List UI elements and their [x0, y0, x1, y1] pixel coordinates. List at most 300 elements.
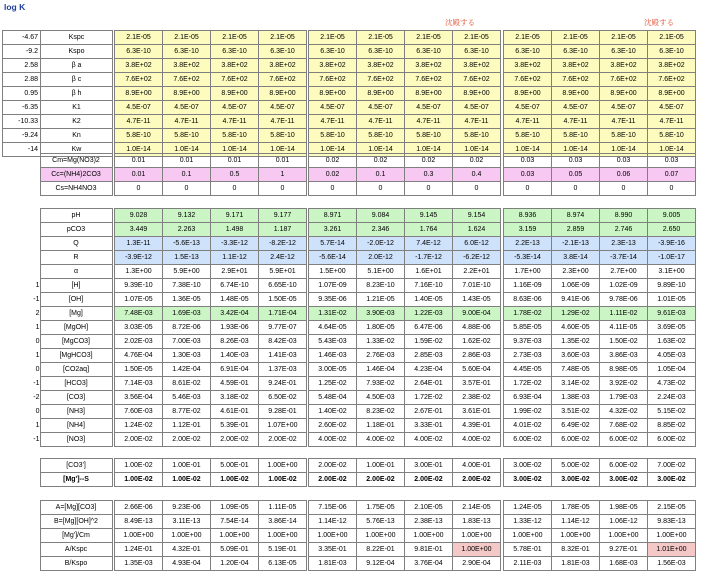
- value-cell[interactable]: 3.86E-14: [259, 515, 307, 529]
- value-cell[interactable]: 2.2E-13: [504, 237, 552, 251]
- charge-index[interactable]: 1: [35, 323, 40, 331]
- value-cell[interactable]: 8.990: [600, 209, 648, 223]
- row-label[interactable]: B=[Mg][OH]^2: [40, 515, 112, 529]
- value-cell[interactable]: -5.6E-13: [163, 237, 211, 251]
- value-cell[interactable]: 5.48E-04: [309, 391, 357, 405]
- value-cell[interactable]: -2.0E-12: [357, 237, 405, 251]
- value-cell[interactable]: 2.24E-03: [648, 391, 696, 405]
- value-cell[interactable]: 4.7E-11: [648, 115, 696, 129]
- value-cell[interactable]: 0: [648, 182, 696, 196]
- row-label[interactable]: β a: [41, 59, 113, 73]
- value-cell[interactable]: 3.92E-02: [600, 377, 648, 391]
- value-cell[interactable]: 1.25E-02: [309, 377, 357, 391]
- value-cell[interactable]: 3.51E-02: [552, 405, 600, 419]
- value-cell[interactable]: 6.74E-10: [211, 279, 259, 293]
- value-cell[interactable]: 4.7E-11: [211, 115, 259, 129]
- value-cell[interactable]: 4.5E-07: [453, 101, 501, 115]
- charge-index[interactable]: [2, 223, 40, 237]
- value-cell[interactable]: 2.00E-02: [309, 459, 357, 473]
- value-cell[interactable]: 2.00E-02: [115, 433, 163, 447]
- value-cell[interactable]: 8.98E-05: [600, 363, 648, 377]
- value-cell[interactable]: 1.40E-05: [405, 293, 453, 307]
- charge-index[interactable]: [2, 237, 40, 251]
- value-cell[interactable]: -1.0E-17: [648, 251, 696, 265]
- value-cell[interactable]: 2.14E-05: [453, 501, 501, 515]
- row-label[interactable]: [OH]: [40, 293, 112, 307]
- value-cell[interactable]: 5.9E+01: [259, 265, 307, 279]
- value-cell[interactable]: 7.6E+02: [405, 73, 453, 87]
- value-cell[interactable]: 1.14E-12: [309, 515, 357, 529]
- value-cell[interactable]: 2.00E-02: [453, 473, 501, 487]
- value-cell[interactable]: 7.93E-02: [357, 377, 405, 391]
- value-cell[interactable]: 1.69E-03: [163, 307, 211, 321]
- value-cell[interactable]: 4.5E-07: [211, 101, 259, 115]
- value-cell[interactable]: 5.8E-10: [504, 129, 552, 143]
- value-cell[interactable]: 1.00E+00: [211, 529, 259, 543]
- value-cell[interactable]: 0: [453, 182, 501, 196]
- value-cell[interactable]: 1.00E-02: [259, 473, 307, 487]
- value-cell[interactable]: 2.00E-02: [357, 473, 405, 487]
- value-cell[interactable]: 2.2E+01: [453, 265, 501, 279]
- value-cell[interactable]: 9.35E-06: [309, 293, 357, 307]
- value-cell[interactable]: 2.00E-02: [405, 473, 453, 487]
- logk-value[interactable]: -6.35: [3, 101, 41, 115]
- value-cell[interactable]: 1.14E-12: [552, 515, 600, 529]
- value-cell[interactable]: 7.14E-03: [115, 377, 163, 391]
- row-label[interactable]: A/Kspc: [40, 543, 112, 557]
- value-cell[interactable]: 1.21E-05: [357, 293, 405, 307]
- value-cell[interactable]: 2.90E-04: [453, 557, 501, 571]
- value-cell[interactable]: 1.80E-05: [357, 321, 405, 335]
- value-cell[interactable]: 2.263: [163, 223, 211, 237]
- value-cell[interactable]: 1.00E+00: [115, 529, 163, 543]
- value-cell[interactable]: 4.61E-01: [211, 405, 259, 419]
- value-cell[interactable]: 0: [309, 182, 357, 196]
- row-label[interactable]: pH: [40, 209, 112, 223]
- value-cell[interactable]: 2.1E-05: [357, 31, 405, 45]
- charge-index[interactable]: 0: [35, 365, 40, 373]
- value-cell[interactable]: 0.01: [259, 154, 307, 168]
- value-cell[interactable]: 1.00E+00: [405, 529, 453, 543]
- value-cell[interactable]: 2.650: [648, 223, 696, 237]
- value-cell[interactable]: 8.974: [552, 209, 600, 223]
- value-cell[interactable]: 5.46E-03: [163, 391, 211, 405]
- value-cell[interactable]: 1.16E-09: [504, 279, 552, 293]
- row-label[interactable]: R: [40, 251, 112, 265]
- value-cell[interactable]: 2.1E-05: [453, 31, 501, 45]
- value-cell[interactable]: 9.78E-06: [600, 293, 648, 307]
- value-cell[interactable]: 2.00E-02: [211, 433, 259, 447]
- charge-index[interactable]: -2: [33, 393, 40, 401]
- value-cell[interactable]: 3.8E+02: [211, 59, 259, 73]
- row-label[interactable]: Q: [40, 237, 112, 251]
- value-cell[interactable]: 9.41E-06: [552, 293, 600, 307]
- value-cell[interactable]: 1.63E-02: [648, 335, 696, 349]
- value-cell[interactable]: 7.38E-10: [163, 279, 211, 293]
- value-cell[interactable]: 5.8E-10: [309, 129, 357, 143]
- value-cell[interactable]: 7.6E+02: [163, 73, 211, 87]
- value-cell[interactable]: 4.5E-07: [504, 101, 552, 115]
- value-cell[interactable]: 8.85E-02: [648, 419, 696, 433]
- value-cell[interactable]: 1.00E+00: [453, 529, 501, 543]
- value-cell[interactable]: 0.1: [163, 168, 211, 182]
- value-cell[interactable]: 0: [600, 182, 648, 196]
- value-cell[interactable]: 1.00E+00: [504, 529, 552, 543]
- value-cell[interactable]: 5.00E-01: [211, 459, 259, 473]
- value-cell[interactable]: 4.00E-01: [453, 459, 501, 473]
- value-cell[interactable]: 5.39E-01: [211, 419, 259, 433]
- row-label[interactable]: [NH4]: [40, 419, 112, 433]
- value-cell[interactable]: 1.07E-05: [115, 293, 163, 307]
- value-cell[interactable]: 5.8E-10: [453, 129, 501, 143]
- charge-index[interactable]: [2, 251, 40, 265]
- value-cell[interactable]: 1.22E-03: [405, 307, 453, 321]
- value-cell[interactable]: 1.11E-02: [600, 307, 648, 321]
- value-cell[interactable]: 2.76E-03: [357, 349, 405, 363]
- value-cell[interactable]: 4.93E-04: [163, 557, 211, 571]
- value-cell[interactable]: 7.15E-06: [309, 501, 357, 515]
- value-cell[interactable]: 1.02E-09: [600, 279, 648, 293]
- row-label[interactable]: [Mg']--S: [40, 473, 112, 487]
- value-cell[interactable]: 4.23E-04: [405, 363, 453, 377]
- value-cell[interactable]: 0.06: [600, 168, 648, 182]
- value-cell[interactable]: 8.9E+00: [309, 87, 357, 101]
- value-cell[interactable]: 8.23E-02: [357, 405, 405, 419]
- row-label[interactable]: Kspc: [41, 31, 113, 45]
- value-cell[interactable]: 0: [405, 182, 453, 196]
- value-cell[interactable]: 6.00E-02: [648, 433, 696, 447]
- value-cell[interactable]: -1.7E-12: [405, 251, 453, 265]
- value-cell[interactable]: 3.00E-02: [504, 459, 552, 473]
- row-label[interactable]: B/Kspo: [40, 557, 112, 571]
- value-cell[interactable]: 8.936: [504, 209, 552, 223]
- charge-index[interactable]: 0: [35, 407, 40, 415]
- value-cell[interactable]: 9.37E-03: [504, 335, 552, 349]
- value-cell[interactable]: 4.5E-07: [309, 101, 357, 115]
- value-cell[interactable]: 1.00E+00: [648, 529, 696, 543]
- value-cell[interactable]: 1.7E+00: [504, 265, 552, 279]
- value-cell[interactable]: 6.3E-10: [115, 45, 163, 59]
- value-cell[interactable]: 1.81E-03: [552, 557, 600, 571]
- value-cell[interactable]: 4.50E-03: [357, 391, 405, 405]
- value-cell[interactable]: 1.68E-03: [600, 557, 648, 571]
- value-cell[interactable]: 8.9E+00: [163, 87, 211, 101]
- value-cell[interactable]: 9.005: [648, 209, 696, 223]
- value-cell[interactable]: 1.24E-05: [504, 501, 552, 515]
- logk-value[interactable]: -9.2: [3, 45, 41, 59]
- value-cell[interactable]: 2.38E-02: [453, 391, 501, 405]
- value-cell[interactable]: 7.6E+02: [648, 73, 696, 87]
- value-cell[interactable]: 1.35E-02: [552, 335, 600, 349]
- value-cell[interactable]: 1.43E-05: [453, 293, 501, 307]
- value-cell[interactable]: 9.27E-01: [600, 543, 648, 557]
- value-cell[interactable]: 8.9E+00: [552, 87, 600, 101]
- value-cell[interactable]: 0.01: [115, 168, 163, 182]
- value-cell[interactable]: 1.00E-01: [357, 459, 405, 473]
- value-cell[interactable]: 6.3E-10: [453, 45, 501, 59]
- value-cell[interactable]: 4.5E-07: [115, 101, 163, 115]
- value-cell[interactable]: 1.624: [453, 223, 501, 237]
- value-cell[interactable]: 7.6E+02: [504, 73, 552, 87]
- value-cell[interactable]: 4.5E-07: [552, 101, 600, 115]
- value-cell[interactable]: 3.8E-14: [552, 251, 600, 265]
- value-cell[interactable]: 2.859: [552, 223, 600, 237]
- value-cell[interactable]: 5.8E-10: [405, 129, 453, 143]
- row-label[interactable]: [CO2aq]: [40, 363, 112, 377]
- value-cell[interactable]: 1.50E-05: [259, 293, 307, 307]
- value-cell[interactable]: 1.01E+00: [648, 543, 696, 557]
- value-cell[interactable]: 3.00E-02: [648, 473, 696, 487]
- value-cell[interactable]: 3.56E-04: [115, 391, 163, 405]
- value-cell[interactable]: 7.6E+02: [115, 73, 163, 87]
- value-cell[interactable]: 3.449: [115, 223, 163, 237]
- value-cell[interactable]: 8.61E-02: [163, 377, 211, 391]
- value-cell[interactable]: 6.3E-10: [163, 45, 211, 59]
- value-cell[interactable]: 0.03: [552, 154, 600, 168]
- value-cell[interactable]: 1.07E+00: [259, 419, 307, 433]
- value-cell[interactable]: 3.8E+02: [259, 59, 307, 73]
- value-cell[interactable]: 1.0E-14: [163, 143, 211, 157]
- value-cell[interactable]: 1.71E-04: [259, 307, 307, 321]
- value-cell[interactable]: 2.02E-03: [115, 335, 163, 349]
- value-cell[interactable]: 8.32E-01: [552, 543, 600, 557]
- value-cell[interactable]: 4.05E-03: [648, 349, 696, 363]
- value-cell[interactable]: 1.00E+00: [309, 529, 357, 543]
- value-cell[interactable]: 1.00E+00: [163, 529, 211, 543]
- value-cell[interactable]: 2.38E-13: [405, 515, 453, 529]
- value-cell[interactable]: 1.42E-04: [163, 363, 211, 377]
- value-cell[interactable]: 8.9E+00: [600, 87, 648, 101]
- value-cell[interactable]: 4.45E-05: [504, 363, 552, 377]
- value-cell[interactable]: 9.83E-13: [648, 515, 696, 529]
- value-cell[interactable]: 1.1E-12: [211, 251, 259, 265]
- value-cell[interactable]: 1.0E-14: [115, 143, 163, 157]
- value-cell[interactable]: 3.03E-05: [115, 321, 163, 335]
- value-cell[interactable]: 1.0E-14: [357, 143, 405, 157]
- value-cell[interactable]: 9.28E-01: [259, 405, 307, 419]
- row-label[interactable]: [H]: [40, 279, 112, 293]
- value-cell[interactable]: 0: [552, 182, 600, 196]
- value-cell[interactable]: 1.00E-01: [163, 459, 211, 473]
- value-cell[interactable]: -5.3E-14: [504, 251, 552, 265]
- row-label[interactable]: Cm=Mg(NO3)2: [40, 154, 112, 168]
- value-cell[interactable]: 1.59E-02: [405, 335, 453, 349]
- charge-index[interactable]: -1: [33, 379, 40, 387]
- value-cell[interactable]: 1.3E+00: [115, 265, 163, 279]
- value-cell[interactable]: 6.3E-10: [504, 45, 552, 59]
- row-label[interactable]: [HCO3]: [40, 377, 112, 391]
- value-cell[interactable]: 2.67E-01: [405, 405, 453, 419]
- value-cell[interactable]: 3.11E-13: [163, 515, 211, 529]
- value-cell[interactable]: 4.88E-06: [453, 321, 501, 335]
- value-cell[interactable]: 6.65E-10: [259, 279, 307, 293]
- value-cell[interactable]: 8.9E+00: [259, 87, 307, 101]
- value-cell[interactable]: 1.0E-14: [309, 143, 357, 157]
- value-cell[interactable]: 4.5E-07: [163, 101, 211, 115]
- value-cell[interactable]: 9.00E-04: [453, 307, 501, 321]
- value-cell[interactable]: 2.1E-05: [405, 31, 453, 45]
- value-cell[interactable]: 4.39E-01: [453, 419, 501, 433]
- value-cell[interactable]: 2.9E+01: [211, 265, 259, 279]
- value-cell[interactable]: 6.00E-02: [600, 459, 648, 473]
- value-cell[interactable]: 3.90E-03: [357, 307, 405, 321]
- value-cell[interactable]: 4.00E-02: [453, 433, 501, 447]
- value-cell[interactable]: 6.3E-10: [405, 45, 453, 59]
- value-cell[interactable]: 3.61E-01: [453, 405, 501, 419]
- value-cell[interactable]: 3.57E-01: [453, 377, 501, 391]
- value-cell[interactable]: 1.33E-12: [504, 515, 552, 529]
- value-cell[interactable]: 9.89E-10: [648, 279, 696, 293]
- value-cell[interactable]: 4.5E-07: [600, 101, 648, 115]
- value-cell[interactable]: 3.8E+02: [600, 59, 648, 73]
- value-cell[interactable]: 3.00E-05: [309, 363, 357, 377]
- value-cell[interactable]: 1.0E-14: [405, 143, 453, 157]
- value-cell[interactable]: 0.07: [648, 168, 696, 182]
- value-cell[interactable]: 5.8E-10: [259, 129, 307, 143]
- value-cell[interactable]: 1.00E+00: [453, 543, 501, 557]
- value-cell[interactable]: 1.81E-03: [309, 557, 357, 571]
- value-cell[interactable]: -3.3E-12: [211, 237, 259, 251]
- value-cell[interactable]: 0.5: [211, 168, 259, 182]
- value-cell[interactable]: 2.60E-02: [309, 419, 357, 433]
- value-cell[interactable]: 1.00E+00: [259, 529, 307, 543]
- value-cell[interactable]: 6.0E-12: [453, 237, 501, 251]
- value-cell[interactable]: 1.36E-05: [163, 293, 211, 307]
- value-cell[interactable]: 1.18E-01: [357, 419, 405, 433]
- value-cell[interactable]: 8.9E+00: [357, 87, 405, 101]
- value-cell[interactable]: 8.9E+00: [648, 87, 696, 101]
- value-cell[interactable]: -5.6E-14: [309, 251, 357, 265]
- row-label[interactable]: α: [40, 265, 112, 279]
- value-cell[interactable]: 0.03: [600, 154, 648, 168]
- value-cell[interactable]: 1.78E-02: [504, 307, 552, 321]
- value-cell[interactable]: 3.8E+02: [405, 59, 453, 73]
- value-cell[interactable]: 3.8E+02: [552, 59, 600, 73]
- value-cell[interactable]: 6.00E-02: [600, 433, 648, 447]
- value-cell[interactable]: 6.00E-02: [504, 433, 552, 447]
- value-cell[interactable]: 6.49E-02: [552, 419, 600, 433]
- charge-index[interactable]: 0: [35, 337, 40, 345]
- value-cell[interactable]: 9.177: [259, 209, 307, 223]
- row-label[interactable]: β h: [41, 87, 113, 101]
- value-cell[interactable]: 1.498: [211, 223, 259, 237]
- value-cell[interactable]: 8.9E+00: [405, 87, 453, 101]
- value-cell[interactable]: 5.85E-05: [504, 321, 552, 335]
- value-cell[interactable]: 0: [504, 182, 552, 196]
- value-cell[interactable]: 4.00E-02: [405, 433, 453, 447]
- value-cell[interactable]: 4.64E-05: [309, 321, 357, 335]
- value-cell[interactable]: 5.09E-01: [211, 543, 259, 557]
- value-cell[interactable]: 7.54E-14: [211, 515, 259, 529]
- value-cell[interactable]: 3.261: [309, 223, 357, 237]
- value-cell[interactable]: 6.91E-04: [211, 363, 259, 377]
- value-cell[interactable]: 1.99E-02: [504, 405, 552, 419]
- value-cell[interactable]: 1.09E-05: [211, 501, 259, 515]
- value-cell[interactable]: 7.68E-02: [600, 419, 648, 433]
- value-cell[interactable]: 4.7E-11: [309, 115, 357, 129]
- value-cell[interactable]: 1.0E-14: [259, 143, 307, 157]
- value-cell[interactable]: 1.06E-12: [600, 515, 648, 529]
- value-cell[interactable]: 1.93E-06: [211, 321, 259, 335]
- logk-value[interactable]: 2.88: [3, 73, 41, 87]
- value-cell[interactable]: 2.3E+00: [552, 265, 600, 279]
- value-cell[interactable]: 3.60E-03: [552, 349, 600, 363]
- value-cell[interactable]: 4.5E-07: [259, 101, 307, 115]
- value-cell[interactable]: 3.69E-05: [648, 321, 696, 335]
- value-cell[interactable]: 1.79E-03: [600, 391, 648, 405]
- value-cell[interactable]: 2.00E-02: [309, 473, 357, 487]
- value-cell[interactable]: 1.29E-02: [552, 307, 600, 321]
- value-cell[interactable]: 8.9E+00: [115, 87, 163, 101]
- value-cell[interactable]: 1.41E-03: [259, 349, 307, 363]
- value-cell[interactable]: 6.13E-05: [259, 557, 307, 571]
- value-cell[interactable]: 1.20E-04: [211, 557, 259, 571]
- value-cell[interactable]: 3.159: [504, 223, 552, 237]
- value-cell[interactable]: 1.72E-02: [405, 391, 453, 405]
- value-cell[interactable]: 0.05: [552, 168, 600, 182]
- value-cell[interactable]: 4.7E-11: [163, 115, 211, 129]
- value-cell[interactable]: 0.02: [405, 154, 453, 168]
- value-cell[interactable]: 4.5E-07: [357, 101, 405, 115]
- value-cell[interactable]: 9.81E-01: [405, 543, 453, 557]
- value-cell[interactable]: 3.8E+02: [648, 59, 696, 73]
- value-cell[interactable]: 1.0E-14: [600, 143, 648, 157]
- value-cell[interactable]: 2.3E-13: [600, 237, 648, 251]
- value-cell[interactable]: 2.1E-05: [504, 31, 552, 45]
- value-cell[interactable]: 9.084: [357, 209, 405, 223]
- value-cell[interactable]: 5.1E+00: [357, 265, 405, 279]
- value-cell[interactable]: 2.66E-06: [115, 501, 163, 515]
- value-cell[interactable]: 3.8E+02: [357, 59, 405, 73]
- row-label[interactable]: [CO3]: [40, 391, 112, 405]
- value-cell[interactable]: 2.10E-05: [405, 501, 453, 515]
- value-cell[interactable]: 2.85E-03: [405, 349, 453, 363]
- value-cell[interactable]: 4.7E-11: [600, 115, 648, 129]
- charge-index[interactable]: 2: [35, 309, 40, 317]
- value-cell[interactable]: 4.5E-07: [648, 101, 696, 115]
- value-cell[interactable]: 8.9E+00: [504, 87, 552, 101]
- value-cell[interactable]: 3.00E-02: [504, 473, 552, 487]
- value-cell[interactable]: 7.6E+02: [600, 73, 648, 87]
- value-cell[interactable]: 5.8E-10: [552, 129, 600, 143]
- value-cell[interactable]: 2.1E-05: [259, 31, 307, 45]
- value-cell[interactable]: 1.37E-03: [259, 363, 307, 377]
- value-cell[interactable]: 0.02: [357, 154, 405, 168]
- value-cell[interactable]: 2.346: [357, 223, 405, 237]
- charge-index[interactable]: [2, 209, 40, 223]
- value-cell[interactable]: 9.132: [163, 209, 211, 223]
- value-cell[interactable]: 5.8E-10: [357, 129, 405, 143]
- value-cell[interactable]: 4.5E-07: [405, 101, 453, 115]
- value-cell[interactable]: 1.30E-03: [163, 349, 211, 363]
- value-cell[interactable]: 0.01: [115, 154, 163, 168]
- row-label[interactable]: [MgCO3]: [40, 335, 112, 349]
- value-cell[interactable]: 2.7E+00: [600, 265, 648, 279]
- value-cell[interactable]: 1.0E-14: [648, 143, 696, 157]
- row-label[interactable]: [NH3]: [40, 405, 112, 419]
- value-cell[interactable]: 6.3E-10: [648, 45, 696, 59]
- value-cell[interactable]: 1.46E-04: [357, 363, 405, 377]
- value-cell[interactable]: 5.15E-02: [648, 405, 696, 419]
- value-cell[interactable]: 2.1E-05: [211, 31, 259, 45]
- value-cell[interactable]: 0.02: [309, 154, 357, 168]
- value-cell[interactable]: 3.42E-04: [211, 307, 259, 321]
- value-cell[interactable]: 7.6E+02: [453, 73, 501, 87]
- value-cell[interactable]: 4.32E-01: [163, 543, 211, 557]
- value-cell[interactable]: 7.01E-10: [453, 279, 501, 293]
- charge-index[interactable]: -1: [33, 435, 40, 443]
- value-cell[interactable]: 9.154: [453, 209, 501, 223]
